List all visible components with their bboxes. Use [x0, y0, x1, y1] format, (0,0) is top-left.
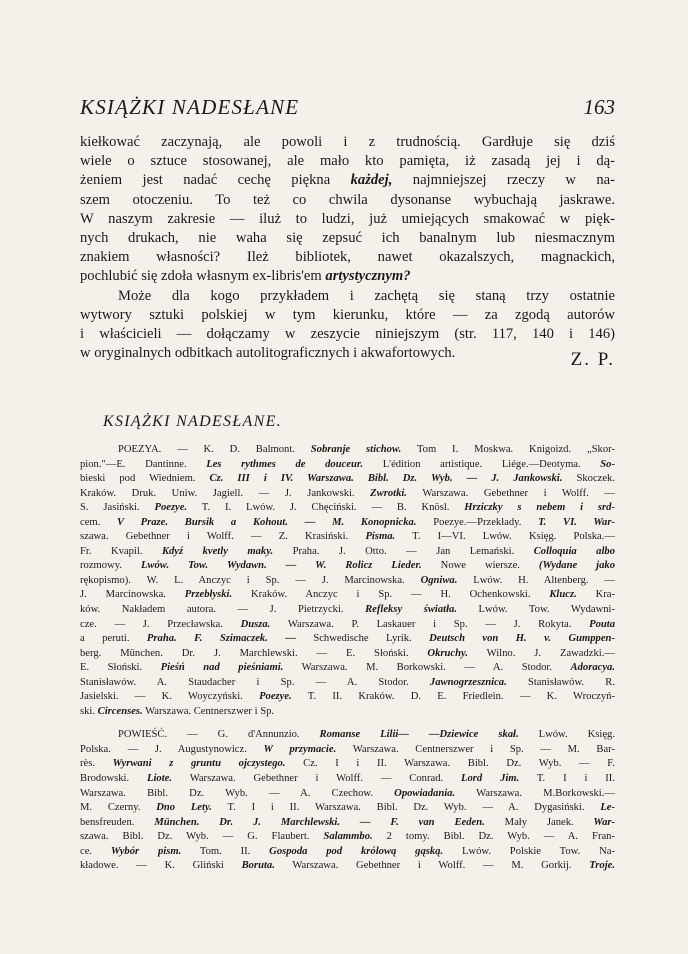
- text-run: L'édition artistique. Liége.—Deotyma.: [363, 458, 601, 470]
- text-run: bensfreuden.: [80, 816, 135, 828]
- italic-title: V Praze. Bursik a Kohout. — M. Konopnicka.: [100, 516, 434, 528]
- text-run: Brodowski.: [80, 773, 148, 785]
- italic-title: (Wydane jako: [519, 560, 615, 572]
- poetry-entry-line: [80, 530, 615, 545]
- text-run: berg. München. Dr. J. Marchlewski. — E. Słoński.: [80, 647, 428, 659]
- text-run: żeniem jest nadać cechę piękna: [80, 172, 351, 189]
- fiction-entry-line: [80, 816, 615, 831]
- italic-title: Adoracya.: [570, 662, 615, 674]
- fiction-entry-line: [80, 787, 615, 802]
- text-run: T. I. Lwów. J. Chęciński. — B. Knösl.: [187, 502, 465, 514]
- poetry-entry-line: [80, 458, 615, 473]
- text-run: Schwedische Lyrik.: [313, 633, 412, 645]
- italic-title: Przebłyski.: [184, 589, 233, 601]
- poetry-entry-line: [80, 443, 615, 458]
- text-run: Może dla kogo przykładem i zachętą się staną trzy ostatnie: [118, 287, 615, 304]
- text-run: Poezye.—Przekłady.: [433, 516, 522, 528]
- poetry-entry-line: [80, 676, 615, 691]
- text-run: w oryginalnych odbitkach autolitograficznych i akwafortowych.: [80, 345, 456, 362]
- italic-title: Opowiadania.: [394, 787, 456, 799]
- text-run: T. I—VI. Lwów. Księg. Polska.—: [395, 531, 615, 543]
- essay-line: [80, 229, 615, 248]
- poetry-entry-line: [80, 559, 615, 574]
- italic-title: Refleksy światła.: [365, 604, 457, 616]
- text-run: ków. Nakładem autora. — J. Pietrzycki.: [80, 604, 366, 616]
- italic-title: Romanse Lilii— —Dziewice skał.: [319, 729, 519, 741]
- poetry-entry-line: [80, 690, 615, 705]
- italic-title: Pisma.: [365, 531, 396, 543]
- poetry-entry-line: [80, 661, 615, 676]
- text-run: Warszawa. Gebethner i Wolff. — M. Gorkij.: [274, 860, 590, 872]
- italic-title: W przymacie.: [263, 743, 337, 755]
- text-run: Tom. II.: [181, 845, 270, 857]
- essay-line: [80, 191, 615, 210]
- italic-title: Les rythmes de douceur.: [206, 458, 364, 470]
- section-gap: [80, 719, 615, 728]
- italic-title: Gospoda pod królową gąską.: [269, 845, 444, 857]
- italic-title: artystycznym?: [325, 268, 411, 285]
- text-run: Lwów. Księg.: [518, 729, 615, 741]
- fiction-entry-line: [80, 728, 615, 743]
- text-run: Kra-: [576, 589, 615, 601]
- text-run: Warszawa. Bibl. Dz. Wyb. — A. Czechow.: [80, 787, 395, 799]
- received-books-listing: [80, 443, 615, 874]
- text-run: i właścicieli — dołączamy w zeszycie niniejszym (str. 117, 140 i 146): [80, 325, 615, 342]
- text-run: Mały Janek.: [504, 816, 574, 828]
- italic-title: Boruta.: [241, 860, 275, 872]
- fiction-entry-line: [80, 743, 615, 758]
- poetry-entry-line: [80, 588, 615, 603]
- italic-title: Troje.: [589, 860, 615, 872]
- italic-title: Liote.: [147, 773, 173, 785]
- text-run: Stanisławów. R.: [506, 676, 615, 688]
- text-run: bieski pod Wiedniem.: [80, 473, 196, 485]
- poetry-entry-line: [80, 618, 615, 633]
- text-run: szem otoczeniu. To też co chwila dysonanse wybuchają jaskrawe.: [80, 191, 615, 208]
- text-run: szawa. Bibl. Dz. Wyb. — G. Flaubert.: [80, 831, 324, 843]
- italic-title: Okruchy.: [427, 647, 468, 659]
- italic-title: Klucz.: [549, 589, 577, 601]
- essay-line: [80, 171, 615, 190]
- italic-title: Praha. F. Szimaczek. —: [129, 633, 314, 645]
- text-run: T. II. Kraków. D. E. Friedlein. — K. Wroczyń-: [291, 691, 615, 703]
- italic-title: So-: [600, 458, 615, 470]
- italic-title: Wybór pism.: [110, 845, 182, 857]
- text-run: Stanisławów. A. Staudacher i Sp. — A. Stodor.: [80, 676, 430, 688]
- text-run: Warszawa. Centnerszwer i Sp. — M. Bar-: [336, 743, 615, 755]
- text-run: pochlubić się zdoła własnym ex-libris'em: [80, 268, 326, 285]
- essay-paragraphs: [80, 133, 615, 363]
- text-run: Lwów. Polskie Tow. Na-: [443, 845, 616, 857]
- poetry-entry-line: [80, 574, 615, 589]
- poetry-entry-line: [80, 472, 615, 487]
- text-run: Tom I. Moskwa. Knigoizd. „Skor-: [401, 444, 615, 455]
- text-run: wiele o sztuce stosowanej, ale mało kto pamięta, iż zasadą jej i dą-: [80, 153, 615, 170]
- fiction-entry-line: [80, 830, 615, 845]
- text-run: POWIEŚĆ. — G. d'Annunzio.: [118, 729, 320, 741]
- text-run: Nowe wiersze.: [440, 560, 520, 572]
- text-run: Warszawa. M.Borkowski.—: [455, 787, 615, 799]
- italic-title: Jawnogrzesznica.: [429, 676, 507, 688]
- essay-line: [80, 325, 615, 344]
- text-run: S. Jasiński.: [80, 502, 155, 514]
- essay-line: [80, 248, 615, 267]
- text-run: cem.: [80, 516, 101, 528]
- italic-title: Colloquia albo: [533, 545, 615, 557]
- page-number: 163: [583, 95, 615, 119]
- text-run: T. I i II. Warszawa. Bibl. Dz. Wyb. — A. Dygasiński.: [211, 802, 601, 814]
- poetry-entry-line: [80, 545, 615, 560]
- italic-title: Circenses.: [97, 705, 143, 717]
- italic-title: Pieśń nad pieśniami.: [160, 662, 284, 674]
- text-run: wytwory sztuki polskiej w tym kierunku, które — za zgodą autorów: [80, 306, 615, 323]
- text-run: najmniejszej rzeczy w na-: [392, 172, 615, 189]
- italic-title: Salammbo.: [323, 831, 373, 843]
- text-run: Jasielski. — K. Woyczyński.: [80, 691, 260, 703]
- text-run: Kraków. Anczyc i Sp. — H. Ochenkowski.: [232, 589, 550, 601]
- fiction-entry-line: [80, 801, 615, 816]
- italic-title: Poezye.: [154, 502, 188, 514]
- essay-line: [80, 267, 615, 286]
- poetry-entry-line: [80, 487, 615, 502]
- text-run: POEZYA. — K. D. Balmont.: [118, 444, 311, 455]
- essay-line: [80, 287, 615, 306]
- text-run: T. I i II.: [519, 773, 615, 785]
- fiction-entry-line: [80, 859, 615, 874]
- running-head: [80, 95, 615, 127]
- italic-title: Hrziczky s nebem i srd-: [464, 502, 615, 514]
- text-run: 2 tomy. Bibl. Dz. Wyb. — A. Fran-: [372, 831, 615, 843]
- essay-line: [80, 306, 615, 325]
- section-heading: KSIĄŻKI NADESŁANE.: [103, 413, 282, 430]
- text-run: Cz. I i II. Warszawa. Bibl. Dz. Wyb. — F.: [285, 758, 616, 770]
- text-run: Warszawa. Gebethner i Wolff. — Conrad.: [172, 773, 462, 785]
- fiction-entry-line: [80, 757, 615, 772]
- italic-title: Poezye.: [259, 691, 292, 703]
- italic-title: Cz. III i IV. Warszawa. Bibl. Dz. Wyb. — J. Jankowski.: [195, 473, 577, 485]
- italic-title: Le-: [600, 802, 616, 814]
- essay-line: [80, 210, 615, 229]
- italic-title: Sobranje stichow.: [310, 444, 402, 455]
- text-run: a peruti.: [80, 633, 130, 645]
- italic-title: Lord Jim.: [461, 773, 520, 785]
- text-run: Warszawa. P. Laskauer i Sp. — J. Rokyta.: [270, 618, 590, 630]
- italic-title: Kdyź kvetly maky.: [161, 545, 274, 557]
- essay-line: [80, 133, 615, 152]
- italic-title: Wyrwani z gruntu ojczystego.: [112, 758, 286, 770]
- fiction-entry-line: [80, 772, 615, 787]
- text-run: Lwów. H. Altenberg. —: [457, 574, 615, 586]
- italic-title: Dno Lety.: [156, 802, 212, 814]
- italic-title: każdej,: [350, 172, 393, 189]
- fiction-entry-line: [80, 845, 615, 860]
- poetry-entry-line: [80, 647, 615, 662]
- running-title: KSIĄŻKI NADESŁANE: [80, 95, 300, 119]
- italic-title: T. VI. War-: [521, 516, 615, 528]
- text-run: ce.: [80, 845, 111, 857]
- text-run: Skoczek.: [576, 473, 615, 485]
- essay-line: [80, 152, 615, 171]
- text-run: Warszawa. Gebethner i Wolff. —: [406, 487, 615, 499]
- poetry-entry-line: [80, 705, 615, 720]
- text-run: Praha. J. Otto. — Jan Lemański.: [273, 545, 534, 557]
- text-run: Wilno. J. Zawadzki.—: [467, 647, 615, 659]
- italic-title: Zwrotki.: [370, 487, 407, 499]
- italic-title: Ogniwa.: [420, 574, 458, 586]
- text-run: J. Marcinowska.: [80, 589, 185, 601]
- text-run: Polska. — J. Augustynowicz.: [80, 743, 264, 755]
- text-run: pion."—E. Dantinne.: [80, 458, 207, 470]
- text-run: znakiem własności? Ileż bibliotek, nawet okazalszych, magnackich,: [80, 249, 615, 266]
- author-signature: Z. P.: [570, 349, 615, 370]
- text-run: Kraków. Druk. Uniw. Jagiell. — J. Jankowski.: [80, 487, 371, 499]
- italic-title: München. Dr. J. Marchlewski. — F. van Eeden.: [134, 816, 505, 828]
- text-run: M. Czerny.: [80, 802, 157, 814]
- text-run: Lwów. Tow. Wydawni-: [456, 604, 615, 616]
- italic-title: War-: [573, 816, 616, 828]
- text-run: kiełkować zaczynają, ale powoli i z trudnością. Gardłuje się dziś: [80, 134, 615, 150]
- text-run: ski.: [80, 705, 98, 717]
- text-run: cze. — J. Przecławska.: [80, 618, 241, 630]
- italic-title: Pouta: [589, 618, 615, 630]
- text-run: Warszawa. M. Borkowski. — A. Stodor.: [283, 662, 571, 674]
- poetry-entry-line: [80, 603, 615, 618]
- poetry-entry-line: [80, 632, 615, 647]
- text-run: rozmowy.: [80, 560, 122, 572]
- text-run: szawa. Gebethner i Wolff. — Z. Krasiński.: [80, 531, 366, 543]
- text-run: rękopismo). W. L. Anczyc i Sp. — J. Marcinowska.: [80, 574, 421, 586]
- text-run: rès.: [80, 758, 113, 770]
- poetry-entry-line: [80, 501, 615, 516]
- italic-title: Dusza.: [240, 618, 271, 630]
- poetry-entry-line: [80, 516, 615, 531]
- text-run: E. Słoński.: [80, 662, 161, 674]
- text-run: nych drukach, nie waha się zepsuć ich banalnym lub niesmacznym: [80, 229, 615, 246]
- text-run: W naszym zakresie — iluż to ludzi, już umiejących smakować w pięk-: [80, 210, 615, 227]
- italic-title: Lwów. Tow. Wydawn. — W. Rolicz Lieder.: [121, 560, 441, 572]
- text-run: kładowe. — K. Gliński: [80, 860, 242, 872]
- text-run: Fr. Kvapil.: [80, 545, 162, 557]
- essay-line: [80, 344, 615, 363]
- italic-title: Deutsch von H. v. Gumppen-: [411, 633, 615, 645]
- text-run: Warszawa. Centnerszwer i Sp.: [142, 705, 275, 717]
